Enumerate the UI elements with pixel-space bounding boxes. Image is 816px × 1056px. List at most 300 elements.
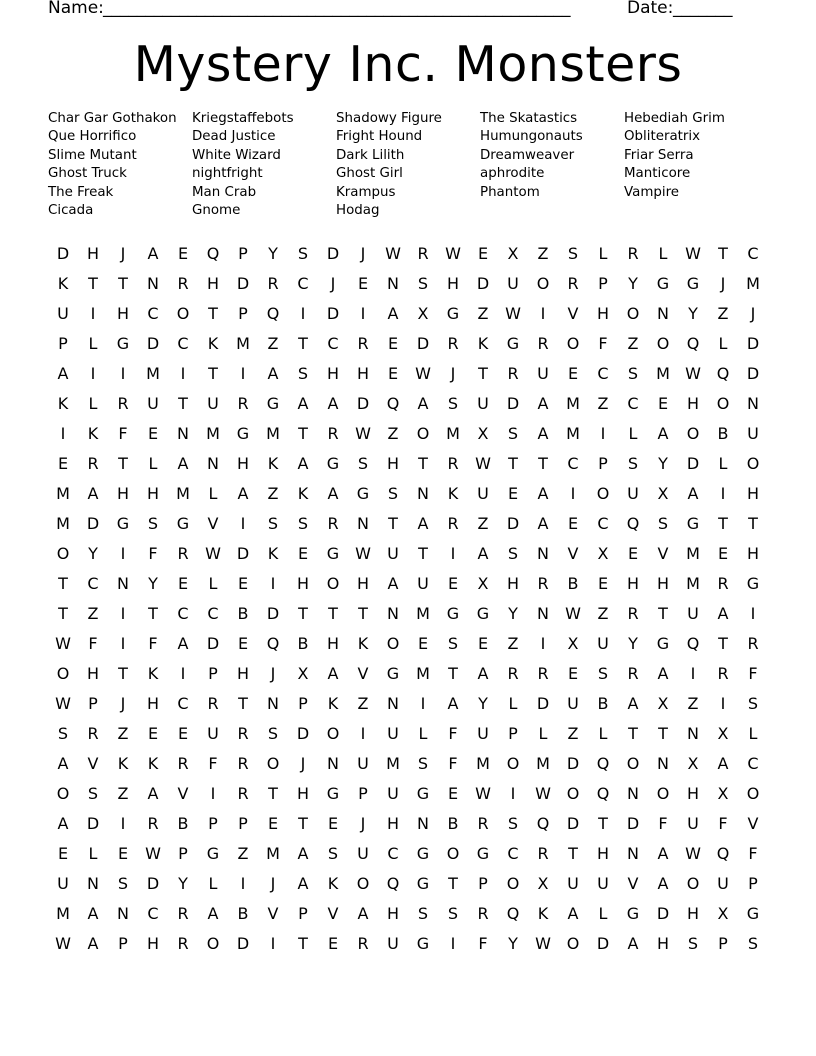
grid-letter: I xyxy=(120,604,126,623)
grid-letter: S xyxy=(507,814,519,833)
grid-letter: S xyxy=(267,724,279,743)
grid-letter: U xyxy=(477,724,489,743)
grid-letter: U xyxy=(567,694,579,713)
grid-letter: G xyxy=(116,514,130,533)
word-bank-item: Man Crab xyxy=(192,184,257,200)
grid-letter: R xyxy=(237,754,249,773)
grid-letter: U xyxy=(537,364,549,383)
grid-letter: S xyxy=(297,244,309,263)
grid-letter: M xyxy=(566,424,580,443)
grid-letter: T xyxy=(748,514,758,533)
grid-letter: T xyxy=(448,664,458,683)
grid-letter: Q xyxy=(506,904,520,923)
grid-letter: V xyxy=(357,664,369,683)
grid-letter: J xyxy=(270,664,276,683)
grid-letter: A xyxy=(537,484,549,503)
grid-letter: E xyxy=(567,364,579,383)
grid-letter: R xyxy=(717,574,729,593)
grid-letter: V xyxy=(327,904,339,923)
grid-letter: U xyxy=(717,874,729,893)
grid-letter: O xyxy=(746,454,760,473)
grid-letter: Z xyxy=(357,694,369,713)
grid-letter: P xyxy=(178,844,188,863)
grid-letter: C xyxy=(597,514,609,533)
grid-letter: U xyxy=(597,634,609,653)
grid-letter: D xyxy=(356,394,370,413)
grid-letter: D xyxy=(146,874,160,893)
grid-letter: F xyxy=(748,664,758,683)
grid-letter: Y xyxy=(628,274,638,293)
grid-letter: Z xyxy=(717,304,729,323)
grid-letter: T xyxy=(448,874,458,893)
grid-letter: T xyxy=(328,604,338,623)
grid-letter: P xyxy=(58,334,68,353)
grid-letter: E xyxy=(477,634,489,653)
grid-letter: D xyxy=(686,454,700,473)
grid-letter: Z xyxy=(87,604,99,623)
grid-letter: J xyxy=(120,694,126,713)
grid-letter: Y xyxy=(148,574,158,593)
grid-letter: E xyxy=(57,454,69,473)
grid-letter: A xyxy=(57,814,69,833)
grid-letter: N xyxy=(147,274,159,293)
grid-letter: A xyxy=(327,664,339,683)
word-bank-item: Hebediah Grim xyxy=(624,111,725,126)
grid-letter: G xyxy=(656,274,670,293)
grid-letter: I xyxy=(120,814,126,833)
grid-letter: K xyxy=(297,484,309,503)
grid-letter: O xyxy=(506,754,520,773)
grid-letter: M xyxy=(56,904,70,923)
grid-letter: S xyxy=(297,514,309,533)
grid-letter: G xyxy=(446,304,460,323)
grid-letter: U xyxy=(687,604,699,623)
grid-letter: M xyxy=(386,754,400,773)
grid-letter: O xyxy=(176,304,190,323)
grid-letter: M xyxy=(566,394,580,413)
word-bank-item: Char Gar Gothakon xyxy=(48,111,177,126)
grid-letter: L xyxy=(508,694,518,713)
grid-letter: R xyxy=(717,664,729,683)
grid-letter: T xyxy=(418,454,428,473)
grid-letter: T xyxy=(598,814,608,833)
grid-letter: Q xyxy=(686,334,700,353)
grid-letter: K xyxy=(447,484,459,503)
grid-letter: Y xyxy=(658,454,668,473)
grid-letter: U xyxy=(417,574,429,593)
grid-letter: U xyxy=(207,724,219,743)
grid-letter: I xyxy=(690,664,696,683)
grid-letter: E xyxy=(177,574,189,593)
grid-letter: H xyxy=(686,904,700,923)
grid-letter: A xyxy=(177,454,189,473)
grid-letter: O xyxy=(56,544,70,563)
grid-letter: C xyxy=(567,454,579,473)
grid-letter: N xyxy=(657,754,669,773)
grid-letter: O xyxy=(716,394,730,413)
grid-letter: F xyxy=(118,424,128,443)
grid-letter: D xyxy=(236,544,250,563)
grid-letter: R xyxy=(237,724,249,743)
grid-letter: A xyxy=(657,874,669,893)
grid-letter: S xyxy=(627,454,639,473)
grid-letter: T xyxy=(658,604,668,623)
grid-letter: P xyxy=(508,724,518,743)
grid-letter: H xyxy=(326,634,340,653)
grid-letter: T xyxy=(148,604,158,623)
grid-letter: I xyxy=(240,364,246,383)
grid-letter: S xyxy=(87,784,99,803)
grid-letter: L xyxy=(88,334,98,353)
grid-letter: W xyxy=(55,694,71,713)
grid-letter: L xyxy=(208,574,218,593)
grid-letter: X xyxy=(537,874,549,893)
grid-letter: D xyxy=(506,514,520,533)
grid-letter: T xyxy=(718,634,728,653)
grid-letter: G xyxy=(236,424,250,443)
grid-letter: G xyxy=(386,664,400,683)
grid-letter: N xyxy=(207,454,219,473)
grid-letter: A xyxy=(537,424,549,443)
grid-letter: Y xyxy=(688,304,698,323)
grid-letter: J xyxy=(360,814,366,833)
grid-letter: W xyxy=(685,844,701,863)
grid-letter: J xyxy=(270,874,276,893)
grid-letter: H xyxy=(686,784,700,803)
grid-letter: C xyxy=(507,844,519,863)
grid-letter: U xyxy=(387,544,399,563)
grid-letter: H xyxy=(446,274,460,293)
grid-letter: C xyxy=(147,904,159,923)
grid-letter: T xyxy=(58,574,68,593)
grid-letter: Q xyxy=(266,304,280,323)
grid-letter: E xyxy=(387,334,399,353)
grid-letter: H xyxy=(326,364,340,383)
grid-letter: S xyxy=(747,934,759,953)
grid-letter: M xyxy=(446,424,460,443)
grid-letter: B xyxy=(567,574,579,593)
grid-letter: A xyxy=(627,694,639,713)
grid-letter: O xyxy=(686,424,700,443)
grid-letter: X xyxy=(717,724,729,743)
word-bank-item: Obliteratrix xyxy=(624,129,701,145)
grid-letter: K xyxy=(117,754,129,773)
grid-letter: H xyxy=(596,304,610,323)
grid-letter: Z xyxy=(267,334,279,353)
grid-letter: R xyxy=(357,934,369,953)
grid-letter: I xyxy=(420,694,426,713)
grid-letter: I xyxy=(750,604,756,623)
grid-letter: E xyxy=(417,634,429,653)
grid-letter: S xyxy=(267,514,279,533)
grid-letter: O xyxy=(206,934,220,953)
grid-letter: A xyxy=(417,514,429,533)
grid-letter: T xyxy=(208,364,218,383)
word-bank-item: Que Horrifico xyxy=(48,129,137,145)
grid-letter: E xyxy=(147,724,159,743)
grid-letter: X xyxy=(477,424,489,443)
grid-letter: X xyxy=(717,904,729,923)
grid-letter: O xyxy=(656,334,670,353)
grid-letter: K xyxy=(267,544,279,563)
grid-letter: X xyxy=(717,784,729,803)
grid-letter: G xyxy=(266,394,280,413)
grid-letter: N xyxy=(177,424,189,443)
grid-letter: H xyxy=(686,394,700,413)
grid-letter: N xyxy=(627,784,639,803)
grid-letter: A xyxy=(387,574,399,593)
grid-letter: H xyxy=(386,454,400,473)
grid-letter: R xyxy=(117,394,129,413)
grid-letter: C xyxy=(747,244,759,263)
grid-letter: A xyxy=(147,244,159,263)
grid-letter: S xyxy=(597,664,609,683)
grid-letter: T xyxy=(388,514,398,533)
word-bank-item: Dark Lilith xyxy=(336,147,405,163)
grid-letter: G xyxy=(176,514,190,533)
word-bank-item: Phantom xyxy=(480,184,540,200)
grid-letter: R xyxy=(627,604,639,623)
grid-letter: C xyxy=(177,334,189,353)
grid-letter: S xyxy=(417,754,429,773)
grid-letter: G xyxy=(416,844,430,863)
grid-letter: N xyxy=(417,814,429,833)
grid-letter: V xyxy=(207,514,219,533)
grid-letter: O xyxy=(626,754,640,773)
grid-letter: P xyxy=(238,304,248,323)
grid-letter: J xyxy=(450,364,456,383)
grid-letter: R xyxy=(567,274,579,293)
grid-letter: A xyxy=(447,694,459,713)
grid-letter: W xyxy=(535,934,551,953)
grid-letter: G xyxy=(746,904,760,923)
grid-letter: E xyxy=(447,784,459,803)
grid-letter: H xyxy=(746,544,760,563)
grid-letter: Y xyxy=(178,874,188,893)
grid-letter: E xyxy=(507,484,519,503)
grid-letter: R xyxy=(477,904,489,923)
grid-letter: A xyxy=(327,394,339,413)
grid-letter: G xyxy=(626,904,640,923)
grid-letter: A xyxy=(207,904,219,923)
grid-letter: Y xyxy=(508,934,518,953)
grid-letter: E xyxy=(627,544,639,563)
grid-letter: S xyxy=(297,364,309,383)
grid-letter: C xyxy=(327,334,339,353)
grid-letter: N xyxy=(267,694,279,713)
grid-letter: U xyxy=(207,394,219,413)
grid-letter: Y xyxy=(508,604,518,623)
grid-letter: M xyxy=(686,544,700,563)
grid-letter: D xyxy=(476,274,490,293)
grid-letter: E xyxy=(327,814,339,833)
grid-letter: N xyxy=(387,604,399,623)
grid-letter: H xyxy=(296,784,310,803)
grid-letter: R xyxy=(177,754,189,773)
grid-letter: I xyxy=(570,484,576,503)
grid-letter: D xyxy=(86,514,100,533)
grid-letter: G xyxy=(416,934,430,953)
grid-letter: C xyxy=(177,604,189,623)
grid-letter: W xyxy=(145,844,161,863)
grid-letter: R xyxy=(147,814,159,833)
grid-letter: A xyxy=(57,364,69,383)
grid-letter: X xyxy=(567,634,579,653)
grid-letter: M xyxy=(266,844,280,863)
grid-letter: Q xyxy=(266,634,280,653)
grid-letter: B xyxy=(717,424,729,443)
grid-letter: M xyxy=(236,334,250,353)
grid-letter: K xyxy=(357,634,369,653)
grid-letter: D xyxy=(86,814,100,833)
grid-letter: D xyxy=(746,334,760,353)
grid-letter: N xyxy=(117,904,129,923)
grid-letter: T xyxy=(208,304,218,323)
grid-letter: Z xyxy=(597,604,609,623)
grid-letter: I xyxy=(90,364,96,383)
grid-letter: A xyxy=(297,874,309,893)
word-bank-item: Friar Serra xyxy=(624,147,694,163)
grid-letter: J xyxy=(360,244,366,263)
grid-letter: D xyxy=(326,244,340,263)
grid-letter: U xyxy=(57,304,69,323)
grid-letter: C xyxy=(147,304,159,323)
grid-letter: A xyxy=(87,934,99,953)
grid-letter: A xyxy=(657,424,669,443)
grid-letter: U xyxy=(687,814,699,833)
grid-letter: G xyxy=(686,274,700,293)
grid-letter: F xyxy=(148,634,158,653)
grid-letter: H xyxy=(506,574,520,593)
grid-letter: G xyxy=(476,604,490,623)
grid-letter: K xyxy=(207,334,219,353)
grid-letter: L xyxy=(598,244,608,263)
grid-letter: R xyxy=(207,694,219,713)
grid-letter: D xyxy=(596,934,610,953)
grid-letter: S xyxy=(687,934,699,953)
grid-letter: T xyxy=(298,334,308,353)
grid-letter: G xyxy=(326,784,340,803)
grid-letter: L xyxy=(538,724,548,743)
grid-letter: O xyxy=(596,484,610,503)
grid-letter: H xyxy=(356,574,370,593)
grid-letter: O xyxy=(686,874,700,893)
grid-letter: E xyxy=(447,574,459,593)
word-bank-item: Kriegstaffebots xyxy=(192,111,294,126)
grid-letter: I xyxy=(120,634,126,653)
grid-letter: K xyxy=(87,424,99,443)
grid-letter: R xyxy=(177,904,189,923)
grid-letter: T xyxy=(718,244,728,263)
word-bank-item: Gnome xyxy=(192,202,241,218)
grid-letter: H xyxy=(86,244,100,263)
grid-letter: H xyxy=(116,484,130,503)
grid-letter: I xyxy=(240,874,246,893)
grid-letter: R xyxy=(357,334,369,353)
grid-letter: I xyxy=(360,304,366,323)
grid-letter: T xyxy=(478,364,488,383)
grid-letter: F xyxy=(448,754,458,773)
grid-letter: L xyxy=(148,454,158,473)
grid-letter: O xyxy=(56,784,70,803)
grid-letter: D xyxy=(656,904,670,923)
grid-letter: U xyxy=(627,484,639,503)
grid-letter: A xyxy=(657,664,669,683)
grid-letter: S xyxy=(417,274,429,293)
grid-letter: W xyxy=(55,634,71,653)
grid-letter: Z xyxy=(507,634,519,653)
grid-letter: M xyxy=(56,484,70,503)
grid-letter: L xyxy=(598,724,608,743)
grid-letter: I xyxy=(120,544,126,563)
grid-letter: J xyxy=(300,754,306,773)
grid-letter: A xyxy=(477,544,489,563)
grid-letter: G xyxy=(416,874,430,893)
grid-letter: W xyxy=(385,244,401,263)
word-bank-item: Cicada xyxy=(48,202,94,218)
grid-letter: H xyxy=(236,454,250,473)
date-field-line: _______ xyxy=(673,0,733,18)
grid-letter: M xyxy=(416,664,430,683)
grid-letter: A xyxy=(297,454,309,473)
grid-letter: K xyxy=(327,874,339,893)
grid-letter: A xyxy=(417,394,429,413)
grid-letter: D xyxy=(266,604,280,623)
grid-letter: N xyxy=(417,484,429,503)
grid-letter: F xyxy=(748,844,758,863)
word-bank-item: Humungonauts xyxy=(480,129,583,145)
grid-letter: M xyxy=(686,574,700,593)
grid-letter: E xyxy=(567,514,579,533)
grid-letter: Z xyxy=(627,334,639,353)
grid-letter: T xyxy=(178,394,188,413)
grid-letter: L xyxy=(88,844,98,863)
grid-letter: P xyxy=(358,784,368,803)
grid-letter: M xyxy=(416,604,430,623)
grid-letter: H xyxy=(356,364,370,383)
grid-letter: W xyxy=(685,244,701,263)
grid-letter: A xyxy=(627,934,639,953)
grid-letter: G xyxy=(746,574,760,593)
grid-letter: I xyxy=(90,304,96,323)
grid-letter: F xyxy=(598,334,608,353)
grid-letter: W xyxy=(355,424,371,443)
grid-letter: A xyxy=(717,604,729,623)
grid-letter: W xyxy=(445,244,461,263)
grid-letter: S xyxy=(447,634,459,653)
grid-letter: W xyxy=(685,364,701,383)
grid-letter: G xyxy=(116,334,130,353)
grid-letter: S xyxy=(747,694,759,713)
grid-letter: M xyxy=(746,274,760,293)
grid-letter: H xyxy=(206,274,220,293)
grid-letter: I xyxy=(720,694,726,713)
grid-letter: R xyxy=(87,724,99,743)
grid-letter: G xyxy=(416,784,430,803)
grid-letter: H xyxy=(116,304,130,323)
grid-letter: Q xyxy=(716,844,730,863)
grid-letter: S xyxy=(327,844,339,863)
grid-letter: C xyxy=(747,754,759,773)
grid-letter: V xyxy=(177,784,189,803)
grid-letter: X xyxy=(687,754,699,773)
grid-letter: E xyxy=(597,574,609,593)
page-title: Mystery Inc. Monsters xyxy=(133,36,683,93)
grid-letter: F xyxy=(478,934,488,953)
grid-letter: T xyxy=(118,274,128,293)
grid-letter: W xyxy=(475,784,491,803)
grid-letter: D xyxy=(296,724,310,743)
